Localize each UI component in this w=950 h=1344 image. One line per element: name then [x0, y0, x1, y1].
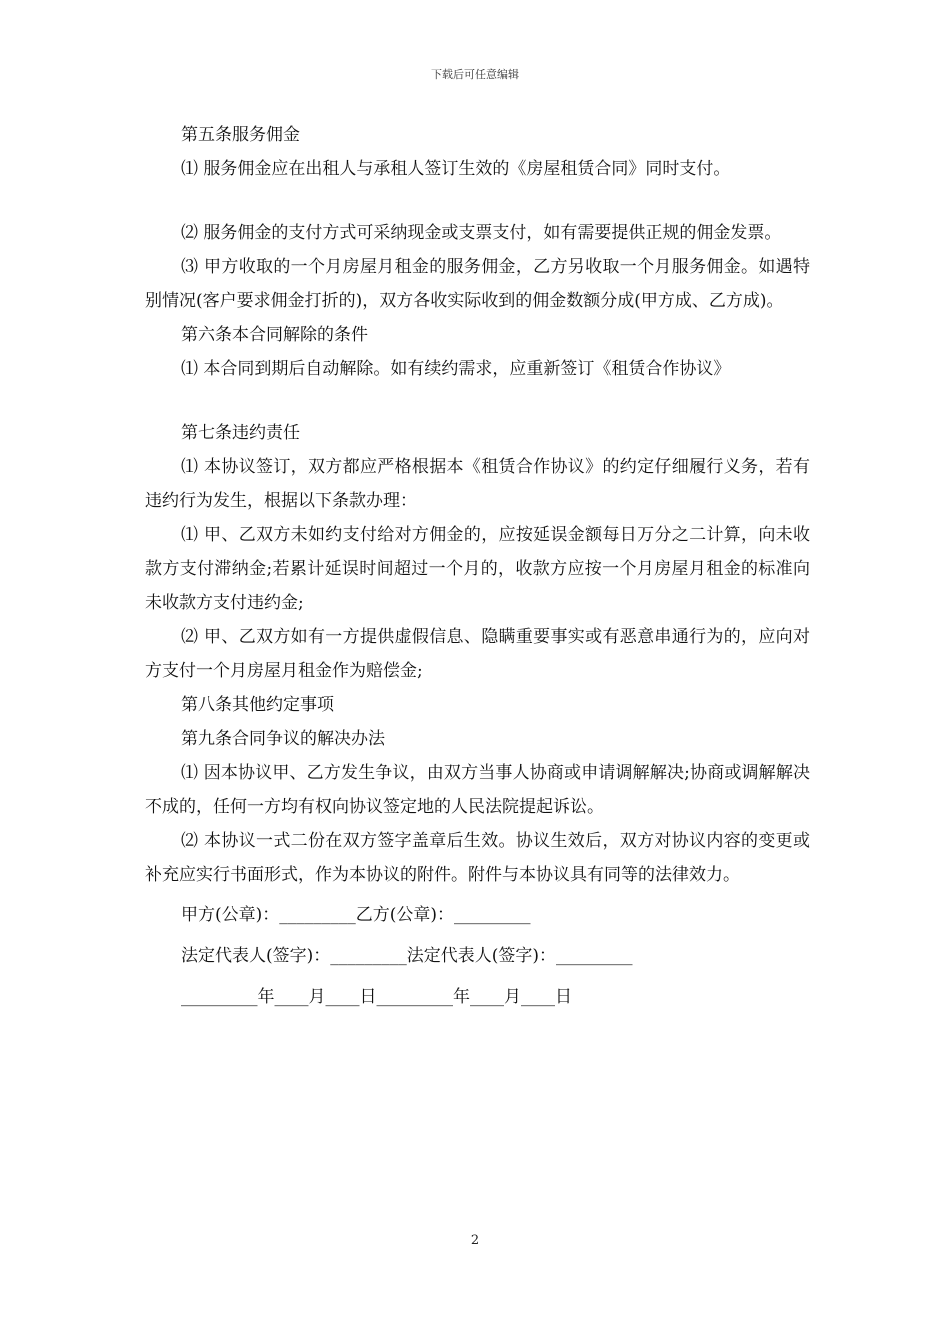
document-body — [145, 118, 810, 1021]
article-5-clause-1: ⑴ 服务佣金应在出租人与承租人签订生效的《房屋租赁合同》同时支付。 — [181, 159, 731, 179]
page-number: 2 — [470, 1233, 480, 1248]
article-6-clause-1: ⑴ 本合同到期后自动解除。如有续约需求，应重新签订《租赁合作协议》 — [181, 359, 731, 379]
article-5-heading: 第五条服务佣金 — [181, 125, 300, 145]
article-9-heading: 第九条合同争议的解决办法 — [181, 729, 385, 749]
article-6-heading: 第六条本合同解除的条件 — [181, 325, 368, 345]
article-9-clause-2: ⑵ 本协议一式二份在双方签字盖章后生效。协议生效后，双方对协议内容的变更或补充应实行书面形式，作为本协议的附件。附件与本协议具有同等的法律效力。 — [145, 831, 810, 885]
article-5-clause-3: ⑶ 甲方收取的一个月房屋月租金的服务佣金，乙方另收取一个月服务佣金。如遇特别情况(客户要求佣金打折的)，双方各收实际收到的佣金数额分成(甲方成、乙方成)。 — [145, 257, 810, 311]
article-9-clause-1: ⑴ 因本协议甲、乙方发生争议，由双方当事人协商或申请调解解决;协商或调解解决不成的，任何一方均有权向协议签定地的人民法院提起诉讼。 — [145, 763, 810, 817]
page-header: 下载后可任意编辑 — [431, 68, 519, 81]
article-5-clause-2: ⑵ 服务佣金的支付方式可采纳现金或支票支付，如有需要提供正规的佣金发票。 — [181, 223, 782, 243]
article-7-sub-1: ⑴ 甲、乙双方未如约支付给对方佣金的，应按延误金额每日万分之二计算，向未收款方支付滞纳金;若累计延误时间超过一个月的，收款方应按一个月房屋月租金的标准向未收款方支付违约金; — [145, 525, 810, 613]
signature-seal-line: 甲方(公章)：_________乙方(公章)：_________ — [181, 905, 531, 925]
article-7-sub-2: ⑵ 甲、乙双方如有一方提供虚假信息、隐瞒重要事实或有恶意串通行为的，应向对方支付一个月房屋月租金作为赔偿金; — [145, 627, 810, 681]
signature-date-line: _________年____月____日_________年____月____日 — [181, 987, 572, 1007]
article-7-clause-1: ⑴ 本协议签订，双方都应严格根据本《租赁合作协议》的约定仔细履行义务，若有违约行为发生，根据以下条款办理： — [145, 457, 810, 511]
article-8-heading: 第八条其他约定事项 — [181, 695, 334, 715]
signature-representative-line: 法定代表人(签字)：_________法定代表人(签字)：_________ — [181, 946, 633, 966]
article-7-heading: 第七条违约责任 — [181, 423, 300, 443]
